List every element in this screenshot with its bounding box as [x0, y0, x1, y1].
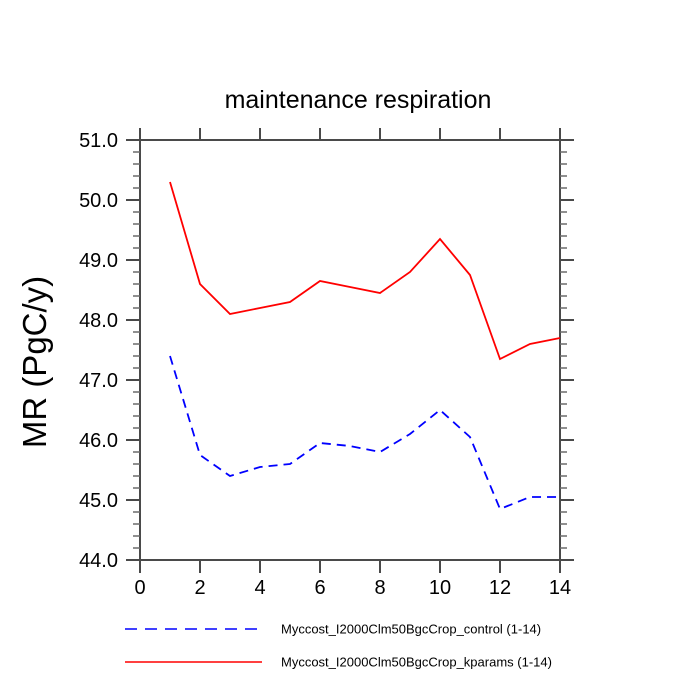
x-tick-label: 4	[254, 577, 266, 599]
axes	[79, 128, 574, 599]
x-tick-label: 12	[488, 577, 512, 599]
legend-label-kparams: Myccost_I2000Clm50BgcCrop_kparams (1-14)	[281, 654, 552, 670]
y-tick-label: 48.0	[79, 310, 118, 332]
y-tick-label: 45.0	[79, 490, 118, 512]
x-tick-label: 2	[194, 577, 206, 599]
y-tick-label: 50.0	[79, 190, 118, 212]
plot-series	[170, 182, 560, 509]
legend	[125, 622, 552, 670]
series-control-line	[170, 356, 560, 509]
legend-label-control: Myccost_I2000Clm50BgcCrop_control (1-14)	[281, 621, 542, 637]
x-tick-label: 0	[134, 577, 146, 599]
x-tick-label: 8	[374, 577, 386, 599]
y-tick-label: 47.0	[79, 370, 118, 392]
x-tick-label: 14	[548, 577, 572, 599]
x-tick-label: 6	[314, 577, 326, 599]
y-tick-label: 44.0	[79, 550, 118, 572]
y-axis-label: MR (PgC/y)	[16, 275, 53, 449]
y-tick-label: 46.0	[79, 430, 118, 452]
chart-title: maintenance respiration	[224, 86, 492, 114]
y-tick-label: 49.0	[79, 250, 118, 272]
y-tick-label: 51.0	[79, 130, 118, 152]
series-kparams-line	[170, 182, 560, 359]
x-tick-label: 10	[428, 577, 452, 599]
